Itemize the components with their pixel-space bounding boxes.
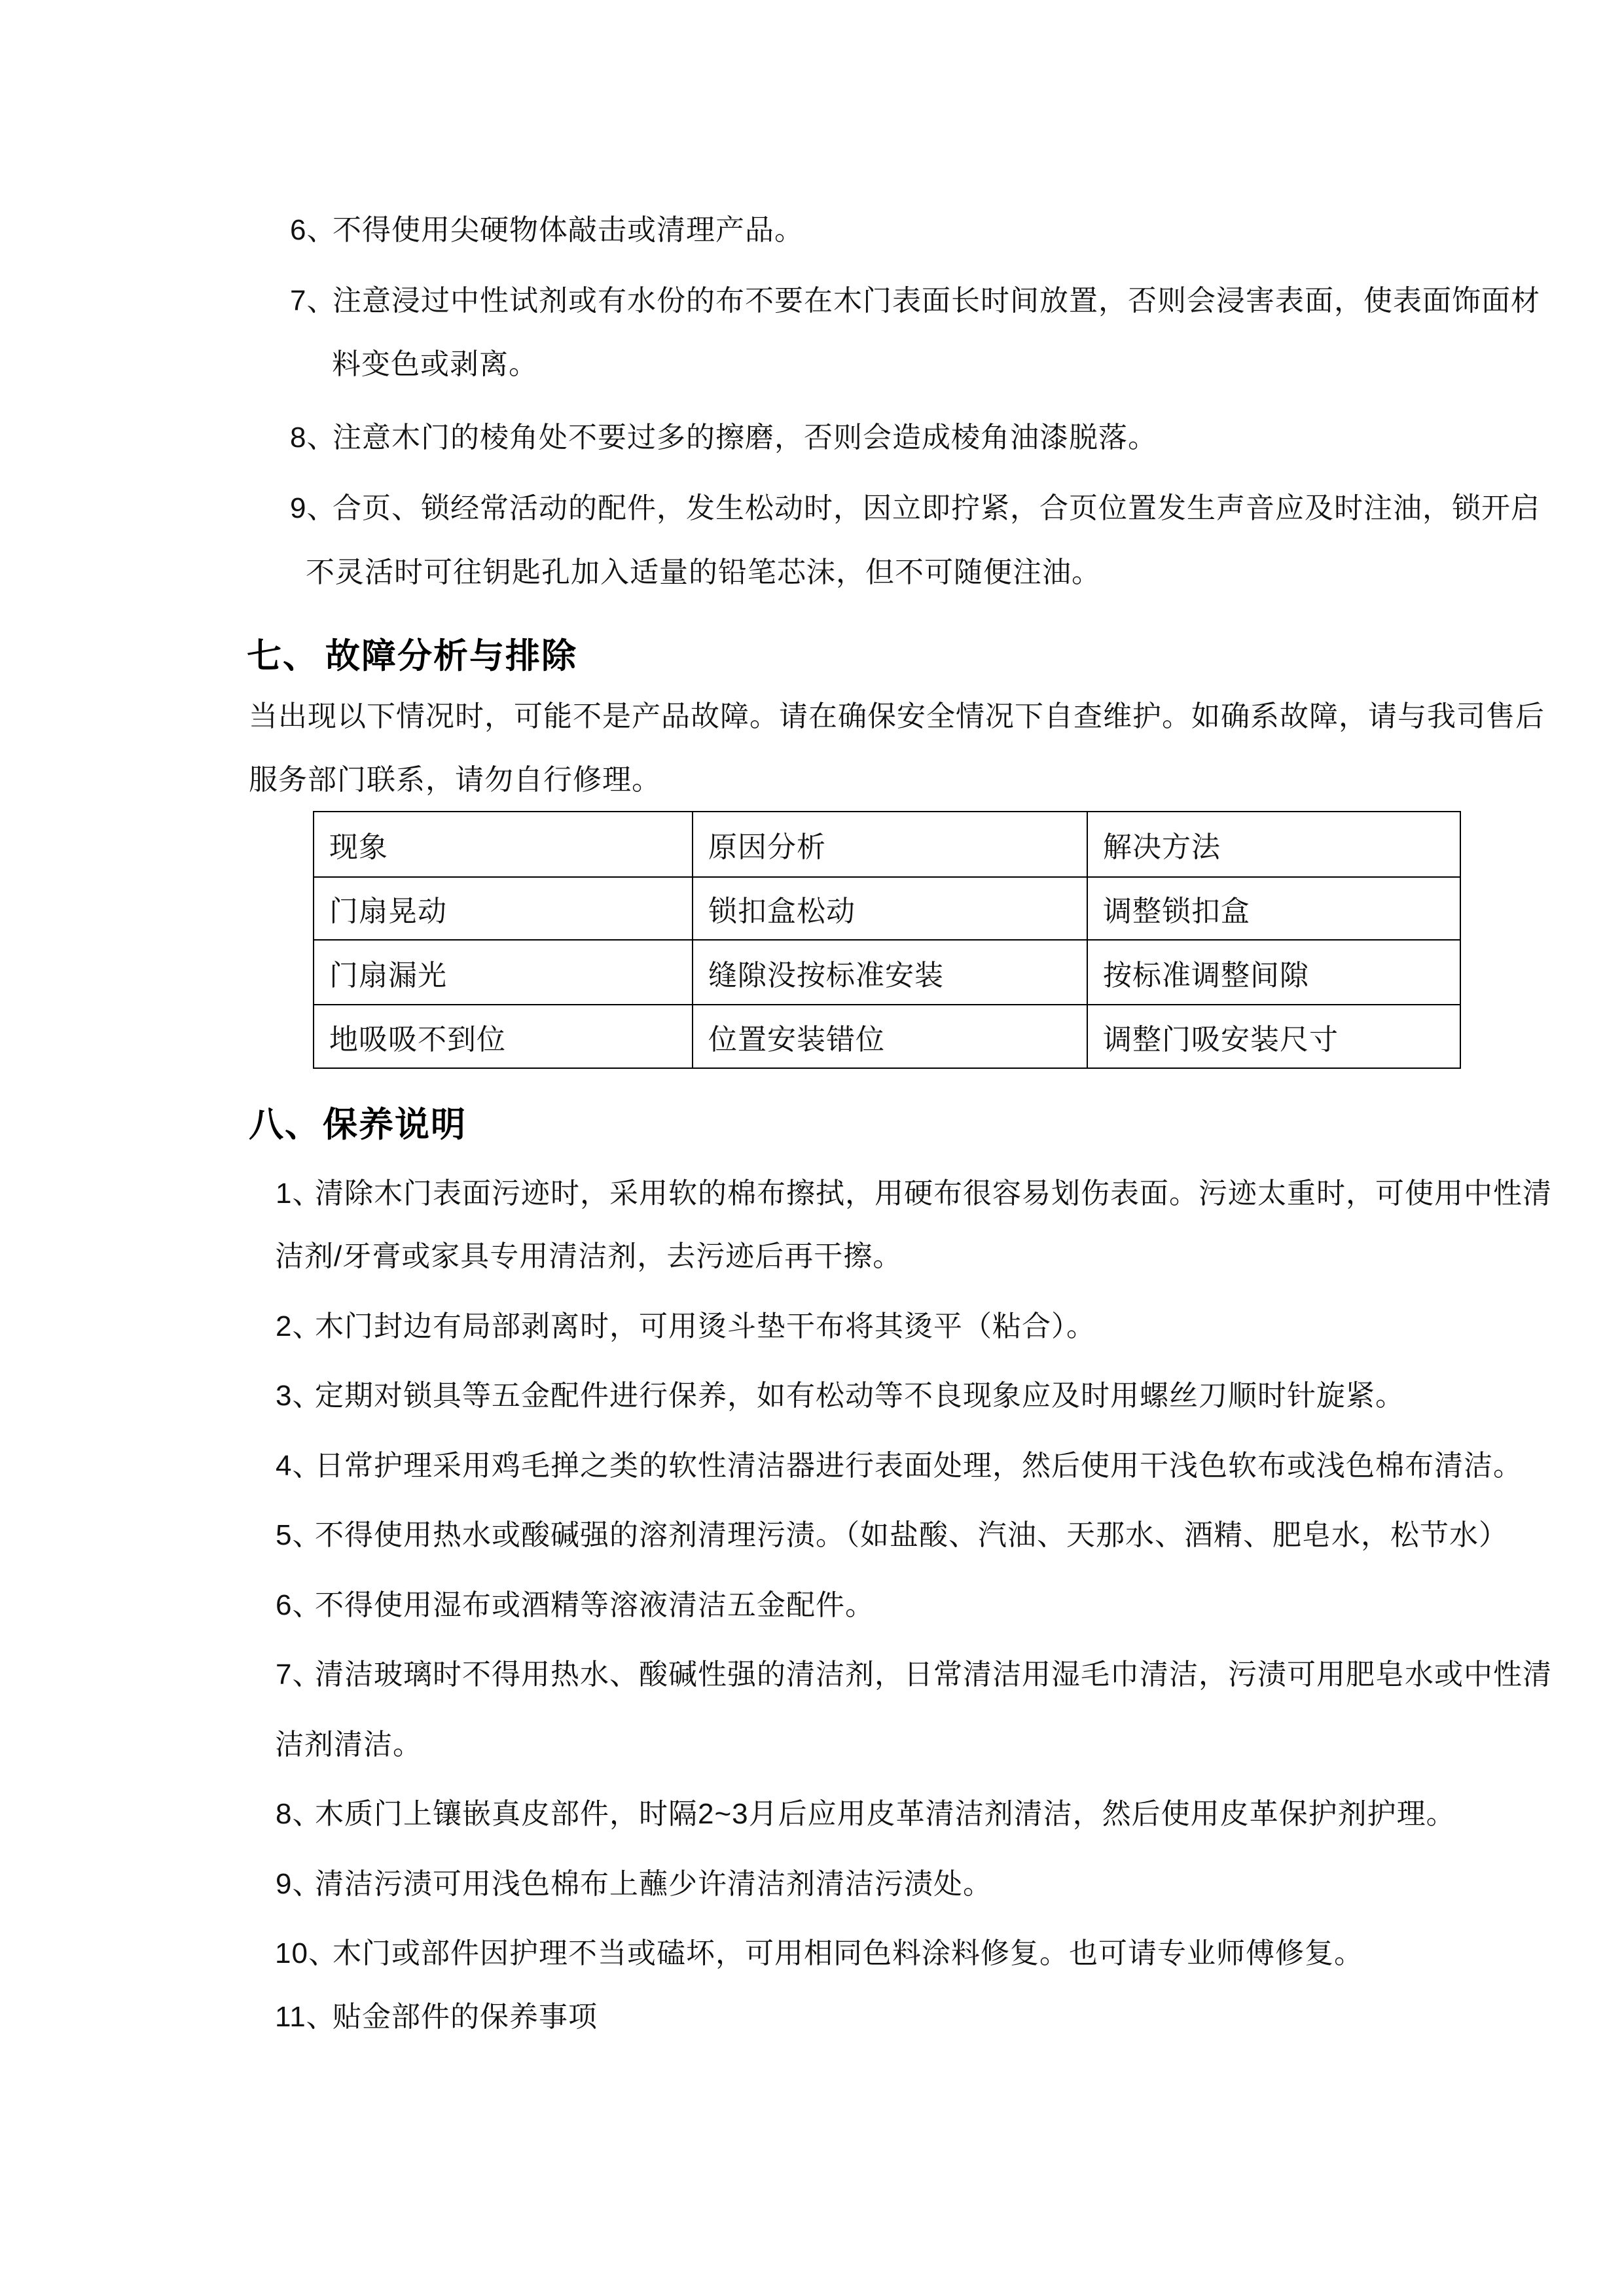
list-item-text: 不灵活时可往钥匙孔加入适量的铅笔芯沫，但不可随便注油。	[306, 556, 1101, 588]
list-item-text: 合页、锁经常活动的配件，发生松动时，因立即拧紧，合页位置发生声音应及时注油，锁开启	[333, 492, 1540, 524]
care-item-3	[276, 1380, 1405, 1412]
fault-table-cell: 位置安装错位	[693, 1005, 1087, 1068]
care-item-9	[276, 1869, 992, 1900]
fault-table-cell: 按标准调整间隙	[1087, 940, 1460, 1005]
list-item-8	[290, 422, 1157, 454]
fault-table-cell: 地吸吸不到位	[314, 1005, 693, 1068]
fault-table	[313, 811, 1461, 1069]
list-item-text: 注意木门的棱角处不要过多的擦磨，否则会造成棱角油漆脱落。	[333, 422, 1157, 454]
care-item-2	[276, 1311, 1096, 1342]
list-item-6	[290, 215, 804, 246]
list-item-text: 不得使用湿布或酒精等溶液清洁五金配件。	[315, 1589, 875, 1621]
care-item-11	[275, 2001, 598, 2033]
fault-table-row	[314, 1005, 1460, 1068]
care-item-7-continuation	[275, 1729, 422, 1761]
list-item-number: 8、	[276, 1798, 322, 1830]
list-item-text: 清洁污渍可用浅色棉布上蘸少许清洁剂清洁污渍处。	[315, 1868, 992, 1900]
fault-table-row	[314, 940, 1460, 1005]
section-heading-number: 八、	[249, 1105, 321, 1144]
list-item-number: 7、	[290, 285, 336, 317]
list-item-text: 不得使用尖硬物体敲击或清理产品。	[333, 214, 804, 246]
list-item-number: 9、	[290, 492, 336, 524]
list-item-number: 9、	[276, 1868, 322, 1900]
list-item-text: 木门封边有局部剥离时，可用烫斗垫干布将其烫平（粘合）。	[315, 1310, 1096, 1342]
list-item-number: 2、	[276, 1310, 322, 1342]
section-heading-text: 故障分析与排除	[325, 637, 577, 675]
list-item-number: 3、	[276, 1380, 322, 1412]
list-item-number: 1、	[276, 1177, 322, 1210]
fault-table-cell: 缝隙没按标准安装	[693, 940, 1087, 1005]
list-item-text: 洁剂清洁。	[275, 1729, 422, 1761]
list-item-text: 清除木门表面污迹时，采用软的棉布擦拭，用硬布很容易划伤表面。污迹太重时，可使用中性清	[315, 1177, 1552, 1210]
care-item-7	[276, 1659, 1552, 1691]
list-item-number: 8、	[290, 422, 336, 454]
care-item-1-continuation	[275, 1241, 902, 1272]
list-item-number: 6、	[276, 1589, 322, 1621]
fault-table-row	[314, 877, 1460, 940]
list-item-number: 5、	[276, 1519, 322, 1551]
list-item-7-continuation	[332, 349, 538, 380]
list-item-text: 料变色或剥离。	[332, 348, 538, 380]
list-item-text: 注意浸过中性试剂或有水份的布不要在木门表面长时间放置，否则会浸害表面，使表面饰面材	[333, 285, 1540, 317]
care-item-10	[275, 1938, 1363, 1969]
list-item-number: 6、	[290, 214, 336, 246]
care-item-6	[276, 1590, 875, 1621]
care-item-5	[276, 1520, 1508, 1551]
section-heading-number: 七、	[247, 637, 319, 675]
section-heading-text: 保养说明	[323, 1105, 467, 1144]
fault-table-header-phenomenon: 现象	[314, 812, 693, 877]
list-item-number: 7、	[276, 1659, 322, 1691]
list-item-7	[290, 285, 1540, 317]
fault-table-header-cause: 原因分析	[693, 812, 1087, 877]
care-item-4	[276, 1450, 1523, 1482]
section7-paragraph-line2: 服务部门联系，请勿自行修理。	[249, 764, 661, 796]
list-item-text: 贴金部件的保养事项	[333, 2001, 598, 2033]
list-item-text: 不得使用热水或酸碱强的溶剂清理污渍。（如盐酸、汽油、天那水、酒精、肥皂水，松节水）	[315, 1519, 1508, 1551]
fault-table-cell: 门扇漏光	[314, 940, 693, 1005]
list-item-text: 木质门上镶嵌真皮部件，时隔2~3月后应用皮革清洁剂清洁，然后使用皮革保护剂护理。	[315, 1798, 1456, 1830]
section-heading-8	[249, 1097, 467, 1147]
care-item-8	[276, 1799, 1456, 1830]
list-item-text: 定期对锁具等五金配件进行保养，如有松动等不良现象应及时用螺丝刀顺时针旋紧。	[315, 1380, 1405, 1412]
list-item-number: 10、	[275, 1937, 338, 1969]
list-item-text: 洁剂/牙膏或家具专用清洁剂，去污迹后再干擦。	[275, 1240, 903, 1272]
fault-table-cell: 锁扣盒松动	[693, 877, 1087, 940]
fault-table-cell: 门扇晃动	[314, 877, 693, 940]
list-item-text: 木门或部件因护理不当或磕坏，可用相同色料涂料修复。也可请专业师傅修复。	[333, 1937, 1363, 1969]
list-item-text: 日常护理采用鸡毛掸之类的软性清洁器进行表面处理，然后使用干浅色软布或浅色棉布清洁。	[315, 1450, 1523, 1482]
list-item-text: 清洁玻璃时不得用热水、酸碱性强的清洁剂，日常清洁用湿毛巾清洁，污渍可用肥皂水或中性清	[315, 1659, 1552, 1691]
fault-table-cell: 调整门吸安装尺寸	[1087, 1005, 1460, 1068]
section-heading-7	[247, 628, 577, 678]
list-item-number: 4、	[276, 1450, 322, 1482]
list-item-9-continuation	[306, 557, 1101, 588]
list-item-9	[290, 493, 1540, 524]
list-item-number: 11、	[275, 2001, 336, 2033]
fault-table-header-solution: 解决方法	[1087, 812, 1460, 877]
care-item-1	[276, 1178, 1552, 1210]
section7-paragraph-line1: 当出现以下情况时，可能不是产品故障。请在确保安全情况下自查维护。如确系故障，请与我司售后	[249, 700, 1545, 732]
fault-table-header-row	[314, 812, 1460, 877]
fault-table-cell: 调整锁扣盒	[1087, 877, 1460, 940]
